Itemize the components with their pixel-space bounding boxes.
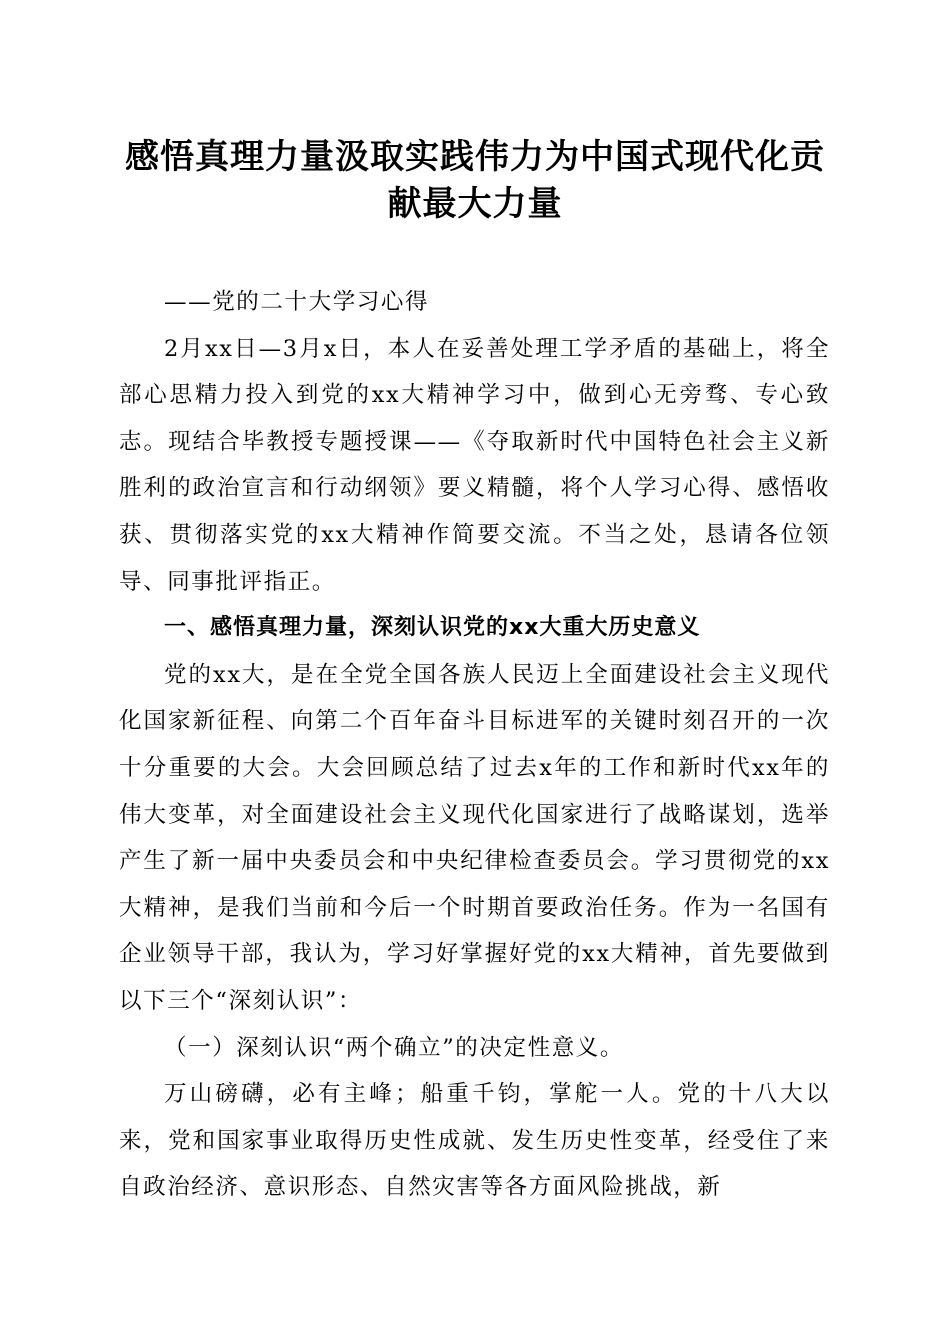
subsection-heading-1: （一）深刻认识“两个确立”的决定性意义。 bbox=[164, 1034, 625, 1061]
intro-paragraph: 2月xx日—3月x日，本人在妥善处理工学矛盾的基础上，将全部心思精力投入到党的xx大精神学习中，做到心无旁骛、专心致志。现结合毕教授专题授课——《夺取新时代中国特色社会主义新胜利的政治宣言和行动纲领》要义精髓，将个人学习心得、感悟收获、贯彻落实党的xx大精神作简要交流。不当之处，恳请各位领导、同事批评指正。 bbox=[119, 335, 830, 595]
document-title: 感悟真理力量汲取实践伟力为中国式现代化贡献最大力量 bbox=[125, 137, 825, 224]
document-body bbox=[119, 279, 830, 1211]
subsection-paragraph-1: 万山磅礴，必有主峰；船重千钧，掌舵一人。党的十八大以来，党和国家事业取得历史性成就、发生历史性变革，经受住了来自政治经济、意识形态、自然灾害等各方面风险挑战，新 bbox=[119, 1081, 830, 1201]
section-heading-1: 一、感悟真理力量，深刻认识党的xx大重大历史意义 bbox=[164, 615, 701, 641]
subtitle: ——党的二十大学习心得 bbox=[164, 289, 430, 315]
section-paragraph-1: 党的xx大，是在全党全国各族人民迈上全面建设社会主义现代化国家新征程、向第二个百年奋斗目标进军的关键时刻召开的一次十分重要的大会。大会回顾总结了过去x年的工作和新时代xx年的伟大变革，对全面建设社会主义现代化国家进行了战略谋划，选举产生了新一届中央委员会和中央纪律检查委员会。学习贯彻党的xx大精神，是我们当前和今后一个时期首要政治任务。作为一名国有企业领导干部，我认为，学习好掌握好党的xx大精神，首先要做到以下三个“深刻认识”： bbox=[119, 661, 830, 1014]
